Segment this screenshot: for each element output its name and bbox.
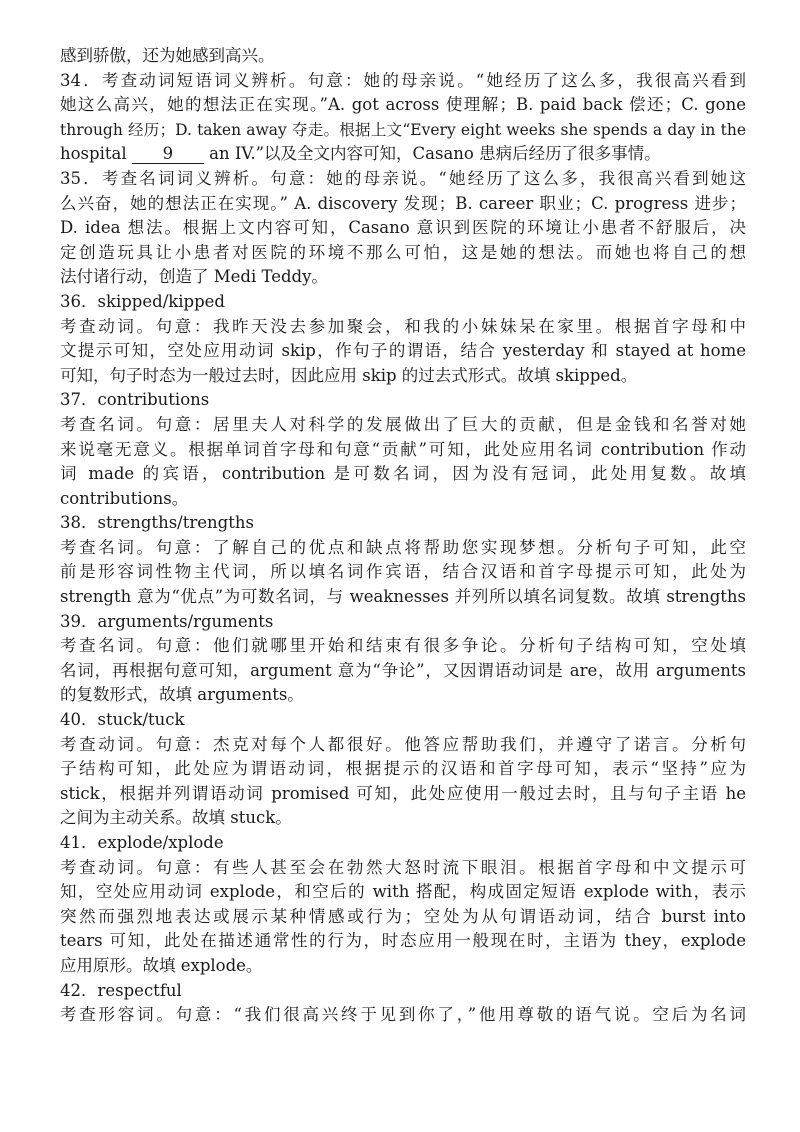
text-line: 考查动词。句意：杰克对每个人都很好。他答应帮助我们，并遵守了诺言。分析句 — [60, 734, 746, 754]
text-line: 知，空处应用动词 explode，和空后的 with 搭配，构成固定短语 explode with，表示 — [60, 882, 746, 902]
text-line: 她这么高兴，她的想法正在实现。”A. got across 使理解；B. paid back 偿还；C. gone — [60, 95, 746, 115]
item-40 — [60, 708, 746, 831]
answer-explanation-page — [60, 44, 746, 1028]
text-line: 定创造玩具让小患者对医院的环境不那么可怕，这是她的想法。而她也将自己的想 — [60, 242, 746, 262]
text-line: through 经历；D. taken away 夺走。根据上文“Every eight weeks she spends a day in the — [60, 120, 746, 139]
text-line: 么兴奋，她的想法正在实现。” A. discovery 发现；B. career 职业；C. progress 进步； — [60, 193, 746, 213]
text-line: 考查名词。句意：他们就哪里开始和结束有很多争论。分析句子结构可知，空处填 — [60, 636, 746, 656]
item-heading: 39．arguments/rguments — [60, 611, 274, 631]
text-line: 名词，再根据句意可知，argument 意为“争论”，又因谓语动词是 are，故用 arguments — [60, 660, 746, 680]
text-line: 词 made 的宾语，contribution 是可数名词，因为没有冠词，此处用复数。故填 — [60, 464, 746, 484]
text-line: 考查名词。句意：了解自己的优点和缺点将帮助您实现梦想。分析句子可知，此空 — [60, 537, 746, 557]
text-line: D. idea 想法。根据上文内容可知，Casano 意识到医院的环境让小患者不舒服后，决 — [60, 218, 746, 238]
item-heading: 41．explode/xplode — [60, 833, 224, 852]
item-heading: 42．respectful — [60, 980, 182, 1000]
item-heading: 40．stuck/tuck — [60, 710, 185, 730]
item-heading: 36．skipped/kipped — [60, 291, 225, 311]
item-39 — [60, 610, 746, 708]
text-line: 前是形容词性物主代词，所以填名词作宾语，结合汉语和首字母提示可知，此处为 — [60, 562, 746, 582]
text-line: tears 可知，此处在描述通常性的行为，时态应用一般现在时，主语为 they，explode — [60, 931, 746, 951]
text-line — [60, 142, 746, 167]
text-fragment: hospital — [60, 144, 132, 164]
text-line: 感到骄傲，还为她感到高兴。 — [60, 46, 275, 65]
text-line: 34．考查动词短语词义辨析。句意：她的母亲说。“她经历了这么多，我很高兴看到 — [60, 70, 746, 90]
text-line: 可知，句子时态为一般过去时，因此应用 skip 的过去式形式。故填 skipped。 — [60, 365, 638, 385]
text-line: contributions。 — [60, 488, 189, 508]
text-line: 法付诸行动，创造了 Medi Teddy。 — [60, 267, 328, 287]
fill-blank: 9 — [132, 145, 204, 164]
item-heading: 38．strengths/trengths — [60, 513, 254, 533]
text-line: 考查形容词。句意：“我们很高兴终于见到你了，”他用尊敬的语气说。空后为名词 — [60, 1005, 746, 1025]
text-line: 考查动词。句意：我昨天没去参加聚会，和我的小妹妹呆在家里。根据首字母和中 — [60, 316, 746, 336]
text-fragment: an IV.”以及全文内容可知，Casano 患病后经历了很多事情。 — [203, 144, 661, 164]
text-line: 来说毫无意义。根据单词首字母和句意“贡献”可知，此处应用名词 contribution 作动 — [60, 439, 746, 459]
item-41 — [60, 831, 746, 979]
text-line: 子结构可知，此处应为谓语动词，根据提示的汉语和首字母可知，表示“坚持”应为 — [60, 759, 746, 779]
item-35 — [60, 167, 746, 290]
text-line: 突然而强烈地表达或展示某种情感或行为；空处为从句谓语动词，结合 burst into — [60, 906, 746, 926]
text-line: 文提示可知，空处应用动词 skip，作句子的谓语，结合 yesterday 和 stayed at home — [60, 341, 746, 361]
text-line: 的复数形式，故填 arguments。 — [60, 685, 304, 705]
text-line: 35．考查名词词义辨析。句意：她的母亲说。“她经历了这么多，我很高兴看到她这 — [60, 168, 746, 188]
item-36 — [60, 290, 746, 388]
item-heading: 37．contributions — [60, 390, 210, 410]
text-line: 考查名词。句意：居里夫人对科学的发展做出了巨大的贡献，但是金钱和名誉对她 — [60, 414, 746, 434]
item-34 — [60, 69, 746, 167]
item-38 — [60, 511, 746, 609]
text-line: stick，根据并列谓语动词 promised 可知，此处应使用一般过去时，且与句子主语 he — [60, 783, 746, 803]
item-42 — [60, 979, 746, 1028]
item-37 — [60, 388, 746, 511]
text-line: 应用原形。故填 explode。 — [60, 955, 263, 975]
text-line: 之间为主动关系。故填 stuck。 — [60, 808, 292, 828]
text-line: strength 意为“优点”为可数名词，与 weaknesses 并列所以填名词复数。故填 strengths — [60, 587, 746, 607]
text-line: 考查动词。句意：有些人甚至会在勃然大怒时流下眼泪。根据首字母和中文提示可 — [60, 857, 746, 877]
